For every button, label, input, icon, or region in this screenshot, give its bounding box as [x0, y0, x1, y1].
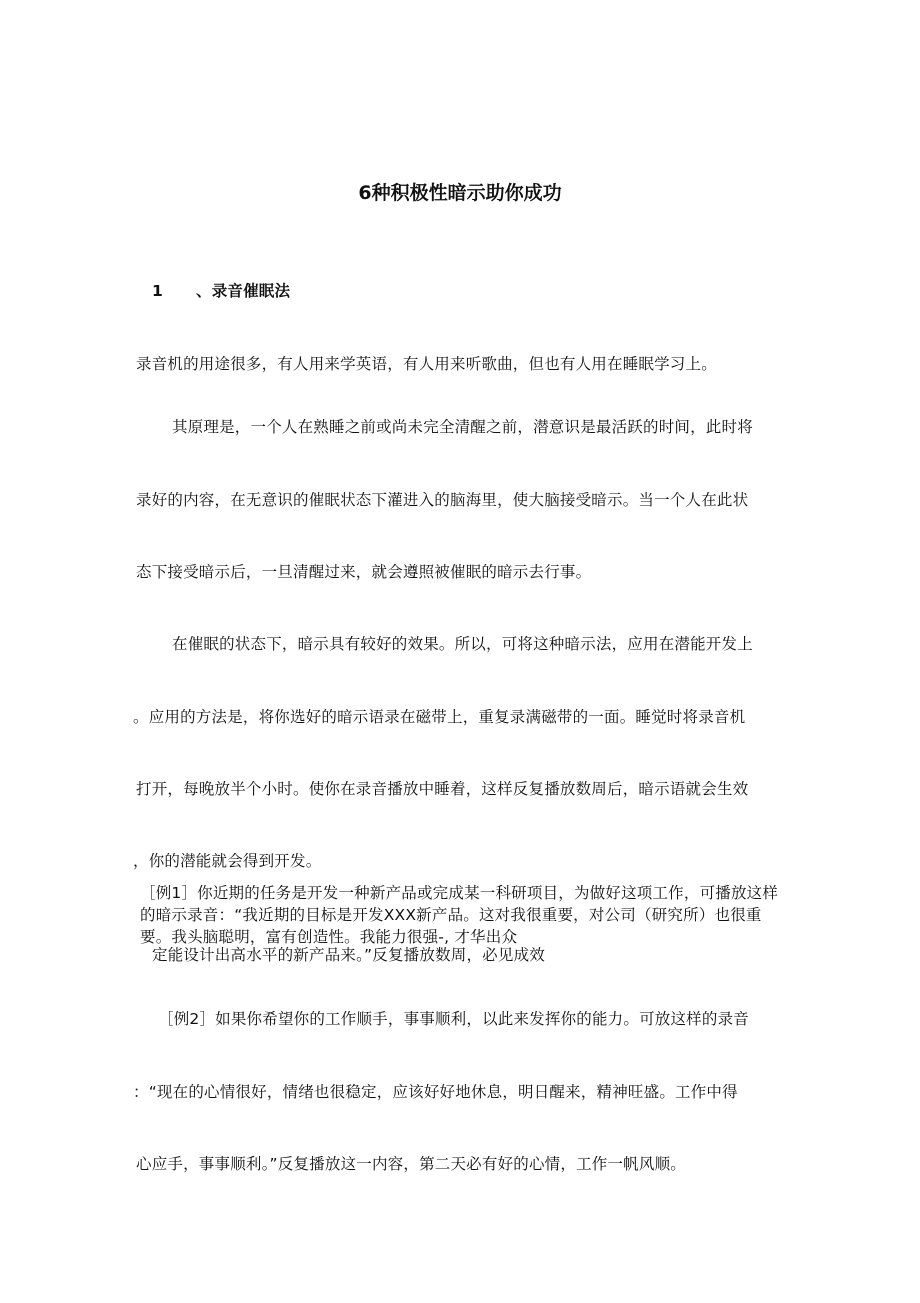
- example-2-line: ［例2］如果你希望你的工作顺手，事事顺利，以此来发挥你的能力。可放这样的录音: [158, 1010, 749, 1028]
- paragraph-line: ，你的潜能就会得到开发。: [133, 852, 322, 870]
- paragraph-line: 态下接受暗示后，一旦清醒过来，就会遵照被催眠的暗示去行事。: [136, 563, 592, 581]
- paragraph-line: 录好的内容，在无意识的催眠状态下灌进入的脑海里，使大脑接受暗示。当一个人在此状: [136, 491, 749, 509]
- paragraph-line: 打开，每晚放半个小时。使你在录音播放中睡着，这样反复播放数周后，暗示语就会生效: [136, 780, 749, 798]
- section-heading: [152, 280, 812, 302]
- paragraph-line: 。应用的方法是，将你选好的暗示语录在磁带上，重复录满磁带的一面。睡觉时将录音机: [133, 708, 746, 726]
- paragraph-line: 在催眠的状态下，暗示具有较好的效果。所以，可将这种暗示法，应用在潜能开发上: [172, 635, 753, 653]
- document-title: 6种积极性暗示助你成功: [358, 182, 562, 204]
- example-2-line: 心应手，事事顺利。”反复播放这一内容，第二天必有好的心情，工作一帆风顺。: [136, 1155, 686, 1173]
- paragraph-line: 录音机的用途很多，有人用来学英语，有人用来听歌曲，但也有人用在睡眠学习上。: [136, 355, 717, 373]
- example-2-line: ：“现在的心情很好，情绪也很稳定，应该好好地休息，明日醒来，精神旺盛。工作中得: [133, 1083, 738, 1101]
- example-1-text: ［例1］你近期的任务是开发一种新产品或完成某一科研项目，为做好这项工作，可播放这样的暗示录音：“我近期的目标是开发XXX新产品。这对我很重要，对公司（研究所）也很重要。我头脑聪明，富有创造性。我能力很强-, 才华出众: [140, 884, 779, 946]
- section-number: 1: [152, 282, 163, 300]
- example-1-last-line: 定能设计出高水平的新产品来。”反复播放数周，必见成效: [152, 946, 545, 964]
- paragraph-line: 其原理是，一个人在熟睡之前或尚未完全清醒之前，潜意识是最活跃的时间，此时将: [172, 418, 753, 436]
- section-heading-text: 、录音催眠法: [196, 282, 291, 300]
